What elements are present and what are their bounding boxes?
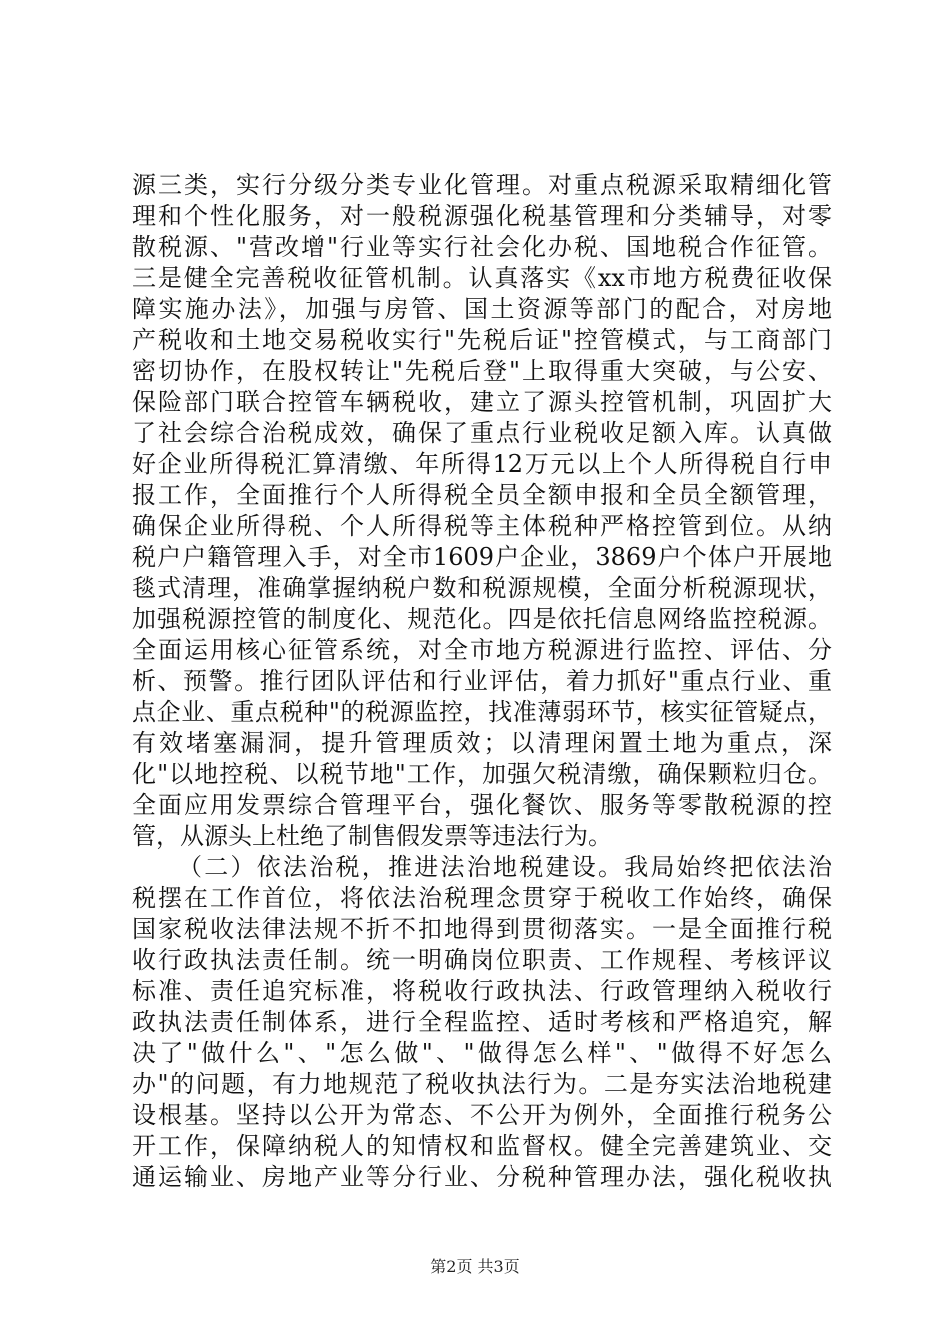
text-line: 保险部门联合控管车辆税收，建立了源头控管机制，巩固扩大 (132, 388, 832, 416)
text-line: 毯式清理，准确掌握纳税户数和税源规模，全面分析税源现状， (132, 574, 832, 602)
text-line: 三是健全完善税收征管机制。认真落实《xx市地方税费征收保 (132, 264, 832, 292)
text-line: 税摆在工作首位，将依法治税理念贯穿于税收工作始终，确保 (132, 884, 832, 912)
text-line: 密切协作，在股权转让"先税后登"上取得重大突破，与公安、 (132, 357, 832, 385)
text-line: 设根基。坚持以公开为常态、不公开为例外，全面推行税务公 (132, 1101, 832, 1129)
text-line: 障实施办法》，加强与房管、国土资源等部门的配合，对房地 (132, 295, 832, 323)
text-line: 决了"做什么"、"怎么做"、"做得怎么样"、"做得不好怎么 (132, 1039, 832, 1067)
text-line: 有效堵塞漏洞，提升管理质效；以清理闲置土地为重点，深 (132, 729, 832, 757)
text-line: 好企业所得税汇算清缴、年所得12万元以上个人所得税自行申 (132, 450, 832, 478)
text-line: 理和个性化服务，对一般税源强化税基管理和分类辅导，对零 (132, 202, 832, 230)
text-line: 化"以地控税、以税节地"工作，加强欠税清缴，确保颗粒归仓。 (132, 760, 832, 788)
text-line: 了社会综合治税成效，确保了重点行业税收足额入库。认真做 (132, 419, 832, 447)
text-line: 管，从源头上杜绝了制售假发票等违法行为。 (132, 822, 612, 850)
text-line: 税户户籍管理入手，对全市1609户企业，3869户个体户开展地 (132, 543, 832, 571)
text-line: 产税收和土地交易税收实行"先税后证"控管模式，与工商部门 (132, 326, 832, 354)
text-line: 国家税收法律法规不折不扣地得到贯彻落实。一是全面推行税 (132, 915, 832, 943)
text-line: 开工作，保障纳税人的知情权和监督权。健全完善建筑业、交 (132, 1132, 832, 1160)
paragraph-start-line: （二）依法治税，推进法治地税建设。我局始终把依法治 (178, 853, 832, 881)
text-line: 标准、责任追究标准，将税收行政执法、行政管理纳入税收行 (132, 977, 832, 1005)
text-line: 政执法责任制体系，进行全程监控、适时考核和严格追究，解 (132, 1008, 832, 1036)
text-line: 收行政执法责任制。统一明确岗位职责、工作规程、考核评议 (132, 946, 832, 974)
text-line: 办"的问题，有力地规范了税收执法行为。二是夯实法治地税建 (132, 1070, 832, 1098)
text-line: 散税源、"营改增"行业等实行社会化办税、国地税合作征管。 (132, 233, 832, 261)
page-number-footer: 第2页 共3页 (430, 1257, 520, 1276)
body-text (132, 170, 832, 1193)
text-line: 源三类，实行分级分类专业化管理。对重点税源采取精细化管 (132, 171, 832, 199)
text-line: 全面运用核心征管系统，对全市地方税源进行监控、评估、分 (132, 636, 832, 664)
text-line: 加强税源控管的制度化、规范化。四是依托信息网络监控税源。 (132, 605, 832, 633)
text-line: 析、预警。推行团队评估和行业评估，着力抓好"重点行业、重 (132, 667, 832, 695)
text-line: 报工作，全面推行个人所得税全员全额申报和全员全额管理， (132, 481, 832, 509)
text-line: 点企业、重点税种"的税源监控，找准薄弱环节，核实征管疑点， (132, 698, 832, 726)
text-line: 全面应用发票综合管理平台，强化餐饮、服务等零散税源的控 (132, 791, 832, 819)
text-line: 通运输业、房地产业等分行业、分税种管理办法，强化税收执 (132, 1163, 832, 1191)
text-line: 确保企业所得税、个人所得税等主体税种严格控管到位。从纳 (132, 512, 832, 540)
